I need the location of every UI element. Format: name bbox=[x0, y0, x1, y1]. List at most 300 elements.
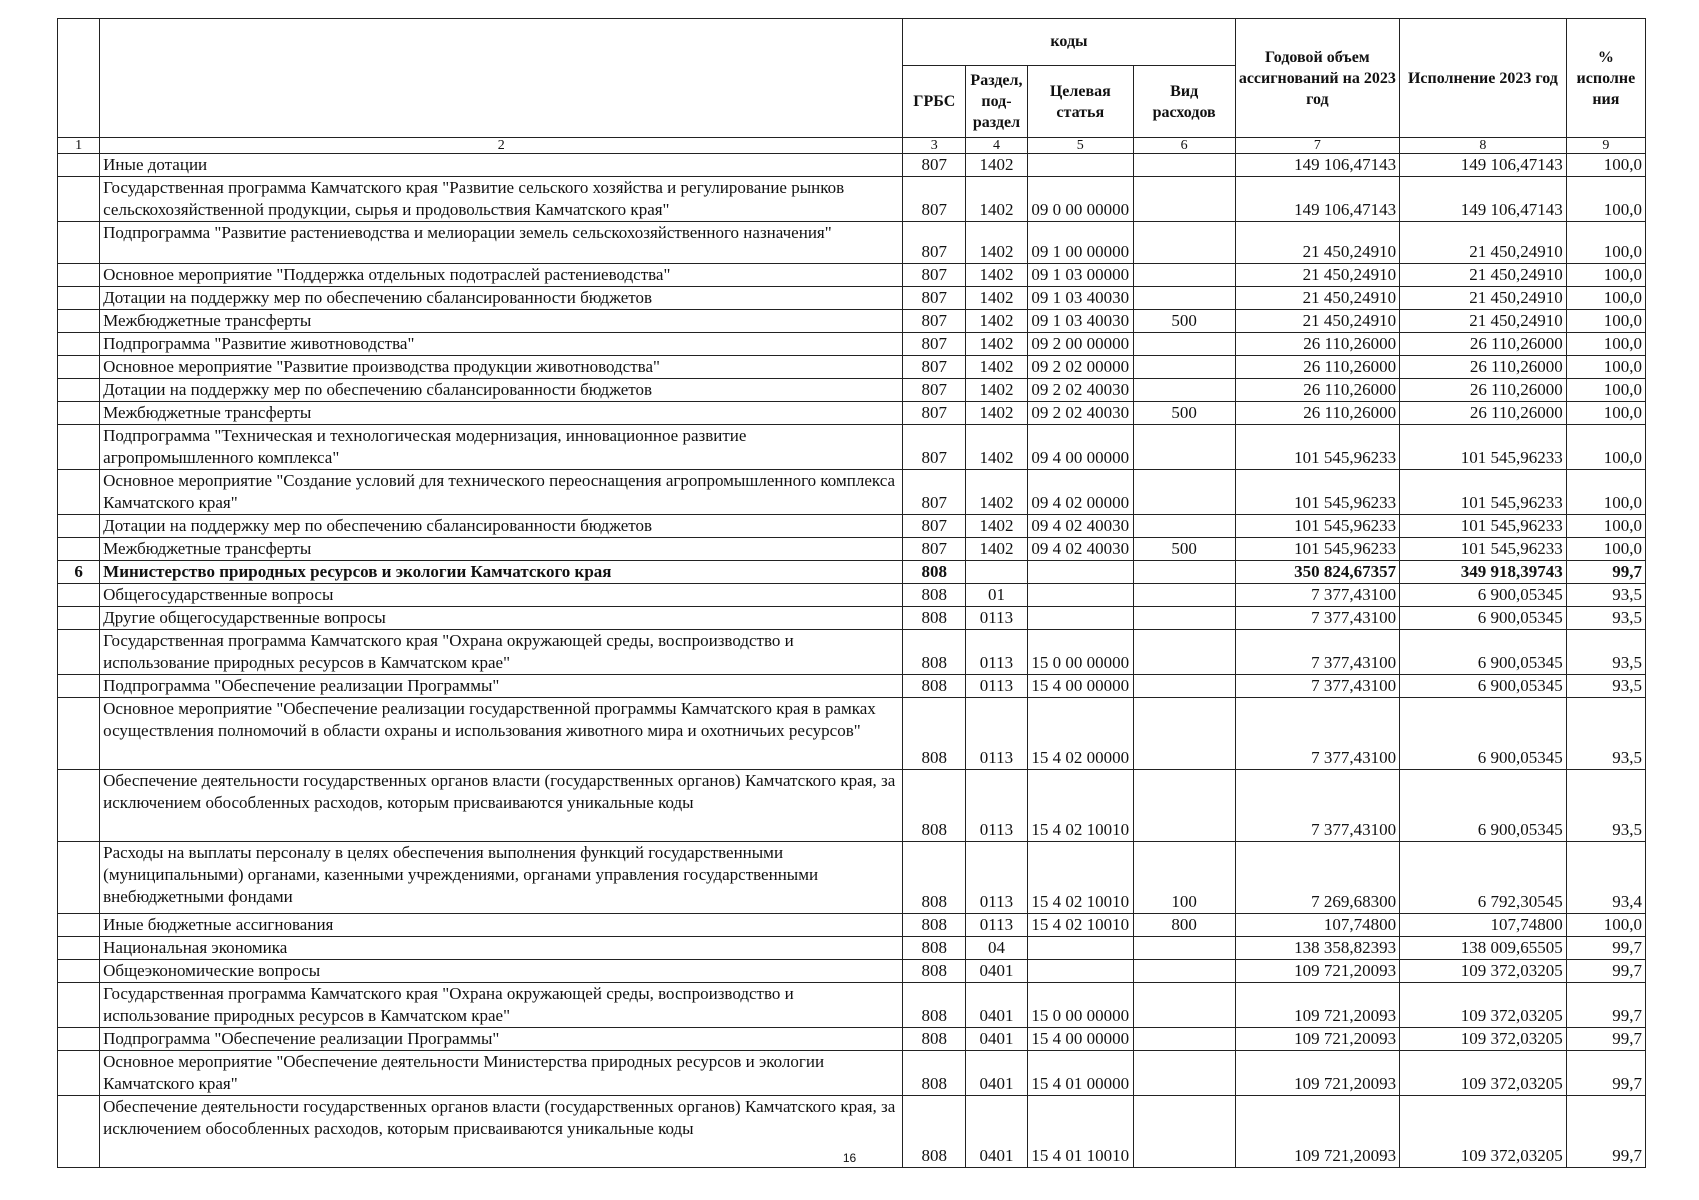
row-annual: 26 110,26000 bbox=[1235, 379, 1400, 402]
row-index bbox=[58, 675, 100, 698]
table-row bbox=[58, 675, 1646, 698]
row-annual: 107,74800 bbox=[1235, 914, 1400, 937]
row-execution: 107,74800 bbox=[1400, 914, 1567, 937]
row-grbs: 808 bbox=[903, 607, 966, 630]
row-grbs: 808 bbox=[903, 561, 966, 584]
row-section: 1402 bbox=[966, 177, 1028, 222]
row-annual: 7 377,43100 bbox=[1235, 675, 1400, 698]
row-percent: 100,0 bbox=[1566, 310, 1645, 333]
row-annual: 101 545,96233 bbox=[1235, 470, 1400, 515]
row-index bbox=[58, 356, 100, 379]
row-name: Основное мероприятие "Развитие производства продукции животноводства" bbox=[100, 356, 903, 379]
table-row bbox=[58, 1028, 1646, 1051]
table-row bbox=[58, 607, 1646, 630]
column-number: 3 bbox=[903, 138, 966, 154]
row-kind: 500 bbox=[1133, 402, 1235, 425]
row-index bbox=[58, 264, 100, 287]
row-percent: 99,7 bbox=[1566, 960, 1645, 983]
row-execution: 6 900,05345 bbox=[1400, 584, 1567, 607]
row-section: 1402 bbox=[966, 515, 1028, 538]
row-grbs: 807 bbox=[903, 538, 966, 561]
row-kind bbox=[1133, 425, 1235, 470]
row-index bbox=[58, 914, 100, 937]
row-section: 0113 bbox=[966, 698, 1028, 770]
row-grbs: 807 bbox=[903, 333, 966, 356]
row-target: 09 4 00 00000 bbox=[1027, 425, 1133, 470]
row-grbs: 807 bbox=[903, 379, 966, 402]
row-name: Другие общегосударственные вопросы bbox=[100, 607, 903, 630]
row-annual: 149 106,47143 bbox=[1235, 177, 1400, 222]
row-index bbox=[58, 842, 100, 914]
table-row bbox=[58, 356, 1646, 379]
row-target: 09 4 02 40030 bbox=[1027, 538, 1133, 561]
row-percent: 100,0 bbox=[1566, 425, 1645, 470]
page-number: 16 bbox=[842, 1151, 857, 1165]
row-execution: 6 900,05345 bbox=[1400, 698, 1567, 770]
row-name: Основное мероприятие "Обеспечение деятельности Министерства природных ресурсов и экологии Камчатского края" bbox=[100, 1051, 903, 1096]
row-index bbox=[58, 470, 100, 515]
row-annual: 109 721,20093 bbox=[1235, 1028, 1400, 1051]
row-grbs: 807 bbox=[903, 402, 966, 425]
row-percent: 93,4 bbox=[1566, 842, 1645, 914]
row-annual: 26 110,26000 bbox=[1235, 356, 1400, 379]
row-target: 15 4 02 00000 bbox=[1027, 698, 1133, 770]
row-annual: 101 545,96233 bbox=[1235, 515, 1400, 538]
row-annual: 7 377,43100 bbox=[1235, 698, 1400, 770]
row-target: 09 2 02 00000 bbox=[1027, 356, 1133, 379]
row-section: 04 bbox=[966, 937, 1028, 960]
row-target: 15 4 00 00000 bbox=[1027, 675, 1133, 698]
row-target: 09 2 02 40030 bbox=[1027, 379, 1133, 402]
table-row bbox=[58, 698, 1646, 770]
row-name: Общегосударственные вопросы bbox=[100, 584, 903, 607]
column-number: 4 bbox=[966, 138, 1028, 154]
row-kind bbox=[1133, 222, 1235, 264]
header-target: Целевая статья bbox=[1027, 66, 1133, 138]
column-number: 2 bbox=[100, 138, 903, 154]
row-section: 1402 bbox=[966, 402, 1028, 425]
table-row bbox=[58, 937, 1646, 960]
row-name: Государственная программа Камчатского края "Охрана окружающей среды, воспроизводство и использование природных ресурсов в Камчатском крае" bbox=[100, 983, 903, 1028]
row-section: 0113 bbox=[966, 607, 1028, 630]
row-execution: 21 450,24910 bbox=[1400, 264, 1567, 287]
row-section: 0113 bbox=[966, 630, 1028, 675]
row-grbs: 808 bbox=[903, 1096, 966, 1168]
column-number: 7 bbox=[1235, 138, 1400, 154]
row-annual: 149 106,47143 bbox=[1235, 154, 1400, 177]
row-section: 1402 bbox=[966, 154, 1028, 177]
row-percent: 99,7 bbox=[1566, 1028, 1645, 1051]
row-annual: 109 721,20093 bbox=[1235, 1096, 1400, 1168]
row-percent: 100,0 bbox=[1566, 538, 1645, 561]
row-annual: 350 824,67357 bbox=[1235, 561, 1400, 584]
row-index bbox=[58, 333, 100, 356]
row-percent: 100,0 bbox=[1566, 177, 1645, 222]
header-kind: Вид расходов bbox=[1133, 66, 1235, 138]
row-execution: 101 545,96233 bbox=[1400, 538, 1567, 561]
row-kind bbox=[1133, 379, 1235, 402]
row-annual: 109 721,20093 bbox=[1235, 983, 1400, 1028]
row-annual: 138 358,82393 bbox=[1235, 937, 1400, 960]
row-execution: 6 900,05345 bbox=[1400, 770, 1567, 842]
row-grbs: 808 bbox=[903, 770, 966, 842]
row-name: Обеспечение деятельности государственных органов власти (государственных органов) Камчатского края, за исключением обособленных расходов, которым присваиваются уникальные коды bbox=[100, 770, 903, 842]
row-index bbox=[58, 960, 100, 983]
row-grbs: 808 bbox=[903, 914, 966, 937]
table-row bbox=[58, 177, 1646, 222]
row-kind: 500 bbox=[1133, 538, 1235, 561]
row-kind bbox=[1133, 356, 1235, 379]
header-percent: % исполне ния bbox=[1566, 19, 1645, 138]
row-percent: 93,5 bbox=[1566, 607, 1645, 630]
row-section: 0113 bbox=[966, 842, 1028, 914]
row-execution: 21 450,24910 bbox=[1400, 222, 1567, 264]
table-row bbox=[58, 842, 1646, 914]
row-execution: 101 545,96233 bbox=[1400, 515, 1567, 538]
row-section: 0113 bbox=[966, 770, 1028, 842]
row-execution: 6 900,05345 bbox=[1400, 607, 1567, 630]
row-target bbox=[1027, 960, 1133, 983]
header-grbs: ГРБС bbox=[903, 66, 966, 138]
row-section: 0401 bbox=[966, 1028, 1028, 1051]
row-section: 0401 bbox=[966, 1051, 1028, 1096]
row-annual: 21 450,24910 bbox=[1235, 264, 1400, 287]
row-index bbox=[58, 937, 100, 960]
row-execution: 149 106,47143 bbox=[1400, 177, 1567, 222]
row-percent: 100,0 bbox=[1566, 402, 1645, 425]
row-index bbox=[58, 1051, 100, 1096]
column-number: 1 bbox=[58, 138, 100, 154]
row-name: Подпрограмма "Обеспечение реализации Программы" bbox=[100, 675, 903, 698]
row-execution: 101 545,96233 bbox=[1400, 425, 1567, 470]
row-section: 1402 bbox=[966, 425, 1028, 470]
row-index bbox=[58, 402, 100, 425]
row-target: 15 4 02 10010 bbox=[1027, 770, 1133, 842]
row-section: 1402 bbox=[966, 538, 1028, 561]
row-index bbox=[58, 630, 100, 675]
row-kind bbox=[1133, 470, 1235, 515]
row-target: 09 1 00 00000 bbox=[1027, 222, 1133, 264]
row-index bbox=[58, 584, 100, 607]
row-name: Подпрограмма "Развитие растениеводства и мелиорации земель сельскохозяйственного назначения" bbox=[100, 222, 903, 264]
row-execution: 109 372,03205 bbox=[1400, 1028, 1567, 1051]
column-number: 6 bbox=[1133, 138, 1235, 154]
row-section: 1402 bbox=[966, 287, 1028, 310]
row-section: 0401 bbox=[966, 983, 1028, 1028]
row-annual: 21 450,24910 bbox=[1235, 310, 1400, 333]
header-execution: Исполнение 2023 год bbox=[1400, 19, 1567, 138]
row-percent: 100,0 bbox=[1566, 222, 1645, 264]
row-target: 09 4 02 00000 bbox=[1027, 470, 1133, 515]
row-section: 01 bbox=[966, 584, 1028, 607]
row-name: Основное мероприятие "Обеспечение реализации государственной программы Камчатского края в рамках осуществления полномочий в области охраны и использования животного мира и охотничьих ресурсов" bbox=[100, 698, 903, 770]
row-annual: 26 110,26000 bbox=[1235, 333, 1400, 356]
row-grbs: 807 bbox=[903, 356, 966, 379]
row-target: 15 4 02 10010 bbox=[1027, 842, 1133, 914]
row-name: Иные дотации bbox=[100, 154, 903, 177]
row-section: 1402 bbox=[966, 222, 1028, 264]
row-kind bbox=[1133, 937, 1235, 960]
column-number: 9 bbox=[1566, 138, 1645, 154]
row-grbs: 808 bbox=[903, 842, 966, 914]
row-percent: 100,0 bbox=[1566, 470, 1645, 515]
table-row bbox=[58, 379, 1646, 402]
header-index-cell bbox=[58, 19, 100, 138]
row-execution: 6 900,05345 bbox=[1400, 630, 1567, 675]
row-index bbox=[58, 698, 100, 770]
row-index bbox=[58, 310, 100, 333]
table-row bbox=[58, 561, 1646, 584]
row-grbs: 808 bbox=[903, 983, 966, 1028]
row-target bbox=[1027, 937, 1133, 960]
row-annual: 101 545,96233 bbox=[1235, 538, 1400, 561]
row-section: 0401 bbox=[966, 960, 1028, 983]
row-grbs: 807 bbox=[903, 177, 966, 222]
row-name: Обеспечение деятельности государственных органов власти (государственных органов) Камчатского края, за исключением обособленных расходов, которым присваиваются уникальные коды bbox=[100, 1096, 903, 1168]
row-grbs: 807 bbox=[903, 154, 966, 177]
row-kind bbox=[1133, 264, 1235, 287]
row-kind bbox=[1133, 698, 1235, 770]
row-execution: 109 372,03205 bbox=[1400, 983, 1567, 1028]
row-name: Министерство природных ресурсов и экологии Камчатского края bbox=[100, 561, 903, 584]
row-execution: 21 450,24910 bbox=[1400, 310, 1567, 333]
row-name: Государственная программа Камчатского края "Развитие сельского хозяйства и регулирование рынков сельскохозяйственной продукции, сырья и продовольствия Камчатского края" bbox=[100, 177, 903, 222]
table-row bbox=[58, 402, 1646, 425]
column-number: 8 bbox=[1400, 138, 1567, 154]
row-annual: 109 721,20093 bbox=[1235, 1051, 1400, 1096]
table-row bbox=[58, 310, 1646, 333]
row-grbs: 807 bbox=[903, 425, 966, 470]
row-annual: 7 377,43100 bbox=[1235, 607, 1400, 630]
row-name: Дотации на поддержку мер по обеспечению сбалансированности бюджетов bbox=[100, 287, 903, 310]
row-kind bbox=[1133, 1051, 1235, 1096]
row-execution: 109 372,03205 bbox=[1400, 1096, 1567, 1168]
row-execution: 6 792,30545 bbox=[1400, 842, 1567, 914]
row-index bbox=[58, 154, 100, 177]
row-grbs: 807 bbox=[903, 310, 966, 333]
row-kind bbox=[1133, 1028, 1235, 1051]
row-execution: 26 110,26000 bbox=[1400, 333, 1567, 356]
row-name: Национальная экономика bbox=[100, 937, 903, 960]
row-execution: 109 372,03205 bbox=[1400, 960, 1567, 983]
row-target: 15 0 00 00000 bbox=[1027, 630, 1133, 675]
row-name: Общеэкономические вопросы bbox=[100, 960, 903, 983]
row-kind bbox=[1133, 287, 1235, 310]
row-name: Подпрограмма "Обеспечение реализации Программы" bbox=[100, 1028, 903, 1051]
row-index bbox=[58, 983, 100, 1028]
row-section: 1402 bbox=[966, 310, 1028, 333]
table-row bbox=[58, 154, 1646, 177]
row-target bbox=[1027, 154, 1133, 177]
row-target: 15 0 00 00000 bbox=[1027, 983, 1133, 1028]
table-row bbox=[58, 470, 1646, 515]
row-annual: 101 545,96233 bbox=[1235, 425, 1400, 470]
column-number: 5 bbox=[1027, 138, 1133, 154]
row-index bbox=[58, 770, 100, 842]
row-grbs: 808 bbox=[903, 584, 966, 607]
row-kind bbox=[1133, 561, 1235, 584]
row-target: 09 0 00 00000 bbox=[1027, 177, 1133, 222]
budget-execution-table bbox=[57, 18, 1646, 1168]
row-name: Государственная программа Камчатского края "Охрана окружающей среды, воспроизводство и использование природных ресурсов в Камчатском крае" bbox=[100, 630, 903, 675]
row-annual: 26 110,26000 bbox=[1235, 402, 1400, 425]
row-kind bbox=[1133, 584, 1235, 607]
row-grbs: 807 bbox=[903, 222, 966, 264]
row-section: 1402 bbox=[966, 379, 1028, 402]
row-percent: 100,0 bbox=[1566, 515, 1645, 538]
row-section: 0401 bbox=[966, 1096, 1028, 1168]
row-index bbox=[58, 1028, 100, 1051]
row-kind bbox=[1133, 607, 1235, 630]
row-execution: 26 110,26000 bbox=[1400, 402, 1567, 425]
row-execution: 149 106,47143 bbox=[1400, 154, 1567, 177]
row-percent: 99,7 bbox=[1566, 983, 1645, 1028]
row-target: 09 2 02 40030 bbox=[1027, 402, 1133, 425]
row-name: Иные бюджетные ассигнования bbox=[100, 914, 903, 937]
row-kind: 500 bbox=[1133, 310, 1235, 333]
row-target: 09 4 02 40030 bbox=[1027, 515, 1133, 538]
row-target: 15 4 01 00000 bbox=[1027, 1051, 1133, 1096]
row-name: Подпрограмма "Развитие животноводства" bbox=[100, 333, 903, 356]
row-percent: 93,5 bbox=[1566, 584, 1645, 607]
row-target bbox=[1027, 607, 1133, 630]
row-annual: 109 721,20093 bbox=[1235, 960, 1400, 983]
row-index bbox=[58, 287, 100, 310]
row-kind bbox=[1133, 983, 1235, 1028]
row-index bbox=[58, 379, 100, 402]
table-row bbox=[58, 287, 1646, 310]
row-annual: 7 377,43100 bbox=[1235, 630, 1400, 675]
row-percent: 100,0 bbox=[1566, 356, 1645, 379]
row-name: Расходы на выплаты персоналу в целях обеспечения выполнения функций государственными (муниципальными) органами, казенными учреждениями, органами управления государственными внебюджетными фондами bbox=[100, 842, 903, 914]
row-annual: 7 377,43100 bbox=[1235, 584, 1400, 607]
header-codes: коды bbox=[903, 19, 1235, 66]
row-kind bbox=[1133, 177, 1235, 222]
row-section: 1402 bbox=[966, 333, 1028, 356]
row-annual: 21 450,24910 bbox=[1235, 222, 1400, 264]
row-execution: 21 450,24910 bbox=[1400, 287, 1567, 310]
row-kind bbox=[1133, 154, 1235, 177]
row-name: Основное мероприятие "Поддержка отдельных подотраслей растениеводства" bbox=[100, 264, 903, 287]
row-grbs: 808 bbox=[903, 698, 966, 770]
row-percent: 99,7 bbox=[1566, 937, 1645, 960]
row-index bbox=[58, 177, 100, 222]
row-annual: 7 269,68300 bbox=[1235, 842, 1400, 914]
row-name: Подпрограмма "Техническая и технологическая модернизация, инновационное развитие агропромышленного комплекса" bbox=[100, 425, 903, 470]
row-percent: 100,0 bbox=[1566, 379, 1645, 402]
row-grbs: 808 bbox=[903, 675, 966, 698]
row-target bbox=[1027, 561, 1133, 584]
row-execution: 138 009,65505 bbox=[1400, 937, 1567, 960]
row-target: 15 4 01 10010 bbox=[1027, 1096, 1133, 1168]
row-percent: 93,5 bbox=[1566, 675, 1645, 698]
table-row bbox=[58, 630, 1646, 675]
row-execution: 26 110,26000 bbox=[1400, 379, 1567, 402]
table-row bbox=[58, 264, 1646, 287]
row-name: Межбюджетные трансферты bbox=[100, 538, 903, 561]
header-name-cell bbox=[100, 19, 903, 138]
row-grbs: 808 bbox=[903, 630, 966, 675]
table-row bbox=[58, 333, 1646, 356]
row-target bbox=[1027, 584, 1133, 607]
row-section bbox=[966, 561, 1028, 584]
row-index bbox=[58, 222, 100, 264]
header-annual: Годовой объем ассигнований на 2023 год bbox=[1235, 19, 1400, 138]
row-annual: 7 377,43100 bbox=[1235, 770, 1400, 842]
row-grbs: 807 bbox=[903, 264, 966, 287]
row-kind bbox=[1133, 675, 1235, 698]
row-index bbox=[58, 425, 100, 470]
row-target: 09 2 00 00000 bbox=[1027, 333, 1133, 356]
table-row bbox=[58, 538, 1646, 561]
row-execution: 109 372,03205 bbox=[1400, 1051, 1567, 1096]
row-percent: 93,5 bbox=[1566, 698, 1645, 770]
row-grbs: 807 bbox=[903, 470, 966, 515]
row-percent: 100,0 bbox=[1566, 914, 1645, 937]
table-row bbox=[58, 584, 1646, 607]
table-row bbox=[58, 960, 1646, 983]
row-percent: 100,0 bbox=[1566, 287, 1645, 310]
table-row bbox=[58, 770, 1646, 842]
row-percent: 100,0 bbox=[1566, 154, 1645, 177]
table-row bbox=[58, 983, 1646, 1028]
row-name: Межбюджетные трансферты bbox=[100, 310, 903, 333]
row-percent: 93,5 bbox=[1566, 770, 1645, 842]
row-section: 0113 bbox=[966, 914, 1028, 937]
row-kind: 100 bbox=[1133, 842, 1235, 914]
row-execution: 6 900,05345 bbox=[1400, 675, 1567, 698]
header-section: Раздел, под-раздел bbox=[966, 66, 1028, 138]
row-name: Дотации на поддержку мер по обеспечению сбалансированности бюджетов bbox=[100, 379, 903, 402]
row-grbs: 808 bbox=[903, 937, 966, 960]
row-index: 6 bbox=[58, 561, 100, 584]
row-execution: 26 110,26000 bbox=[1400, 356, 1567, 379]
row-target: 15 4 02 10010 bbox=[1027, 914, 1133, 937]
row-target: 09 1 03 00000 bbox=[1027, 264, 1133, 287]
row-name: Дотации на поддержку мер по обеспечению сбалансированности бюджетов bbox=[100, 515, 903, 538]
row-target: 15 4 00 00000 bbox=[1027, 1028, 1133, 1051]
row-index bbox=[58, 538, 100, 561]
row-kind bbox=[1133, 770, 1235, 842]
row-grbs: 808 bbox=[903, 1028, 966, 1051]
row-percent: 99,7 bbox=[1566, 1096, 1645, 1168]
row-percent: 100,0 bbox=[1566, 264, 1645, 287]
table-row bbox=[58, 515, 1646, 538]
row-section: 1402 bbox=[966, 356, 1028, 379]
row-target: 09 1 03 40030 bbox=[1027, 287, 1133, 310]
row-grbs: 808 bbox=[903, 960, 966, 983]
row-annual: 21 450,24910 bbox=[1235, 287, 1400, 310]
row-kind bbox=[1133, 960, 1235, 983]
row-percent: 99,7 bbox=[1566, 1051, 1645, 1096]
table-row bbox=[58, 222, 1646, 264]
row-execution: 349 918,39743 bbox=[1400, 561, 1567, 584]
row-kind bbox=[1133, 333, 1235, 356]
row-target: 09 1 03 40030 bbox=[1027, 310, 1133, 333]
row-section: 0113 bbox=[966, 675, 1028, 698]
row-percent: 99,7 bbox=[1566, 561, 1645, 584]
row-name: Межбюджетные трансферты bbox=[100, 402, 903, 425]
row-percent: 100,0 bbox=[1566, 333, 1645, 356]
row-section: 1402 bbox=[966, 264, 1028, 287]
row-kind: 800 bbox=[1133, 914, 1235, 937]
column-number-row bbox=[58, 138, 1646, 154]
row-grbs: 807 bbox=[903, 287, 966, 310]
table-row bbox=[58, 914, 1646, 937]
row-index bbox=[58, 607, 100, 630]
row-section: 1402 bbox=[966, 470, 1028, 515]
row-kind bbox=[1133, 515, 1235, 538]
